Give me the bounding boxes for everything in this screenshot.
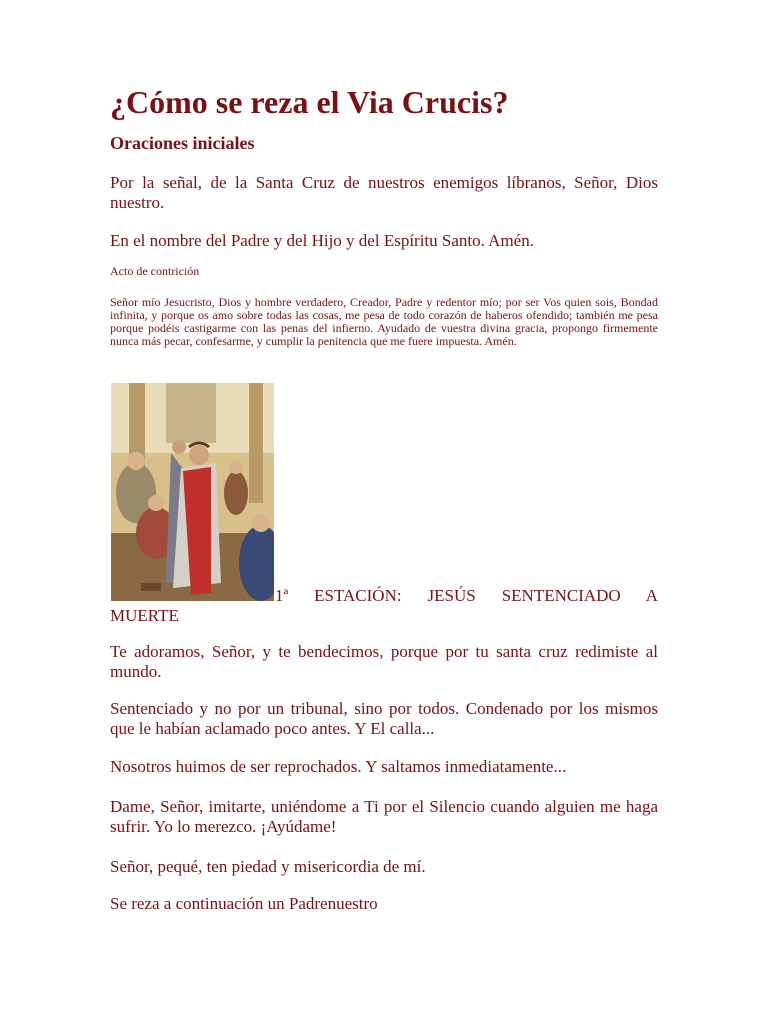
station-illustration <box>111 383 274 601</box>
reflection-paragraph-1: Nosotros huimos de ser reprochados. Y saltamos inmediatamente... <box>110 757 567 776</box>
mercy-paragraph: Señor, pequé, ten piedad y misericordia de mí. <box>110 857 426 876</box>
station-title <box>110 586 658 626</box>
station-title-line2: MUERTE <box>110 606 179 625</box>
sign-of-cross-paragraph: Por la señal, de la Santa Cruz de nuestros enemigos líbranos, Señor, Dios nuestro. <box>110 173 658 212</box>
adoration-paragraph: Te adoramos, Señor, y te bendecimos, porque por tu santa cruz redimiste al mundo. <box>110 642 658 681</box>
trinity-paragraph: En el nombre del Padre y del Hijo y del Espíritu Santo. Amén. <box>110 231 534 250</box>
contrition-paragraph: Señor mío Jesucristo, Dios y hombre verdadero, Creador, Padre y redentor mío; por ser Vos quien sois, Bondad infinita, y porque os amo sobre todas las cosas, me pesa de todo corazón de haberos ofendido; también me pesa porque podéis castigarme con las penas del infierno. Ayudado de vuestra divina gracia, propongo firmemente nunca más pecar, confesarme, y cumplir la penitencia que me fuere impuesta. Amén. <box>110 295 658 348</box>
station-title-line1: 1ª ESTACIÓN: JESÚS SENTENCIADO A <box>275 586 658 605</box>
section-heading: Oraciones iniciales <box>110 133 255 153</box>
closing-paragraph: Se reza a continuación un Padrenuestro <box>110 894 378 913</box>
contrition-heading: Acto de contrición <box>110 264 200 278</box>
reflection-paragraph-2: Dame, Señor, imitarte, uniéndome a Ti por el Silencio cuando alguien me haga sufrir. Yo lo merezco. ¡Ayúdame! <box>110 797 658 836</box>
page-title: ¿Cómo se reza el Via Crucis? <box>110 84 509 120</box>
meditation-paragraph: Sentenciado y no por un tribunal, sino por todos. Condenado por los mismos que le habían aclamado poco antes. Y El calla... <box>110 699 658 738</box>
